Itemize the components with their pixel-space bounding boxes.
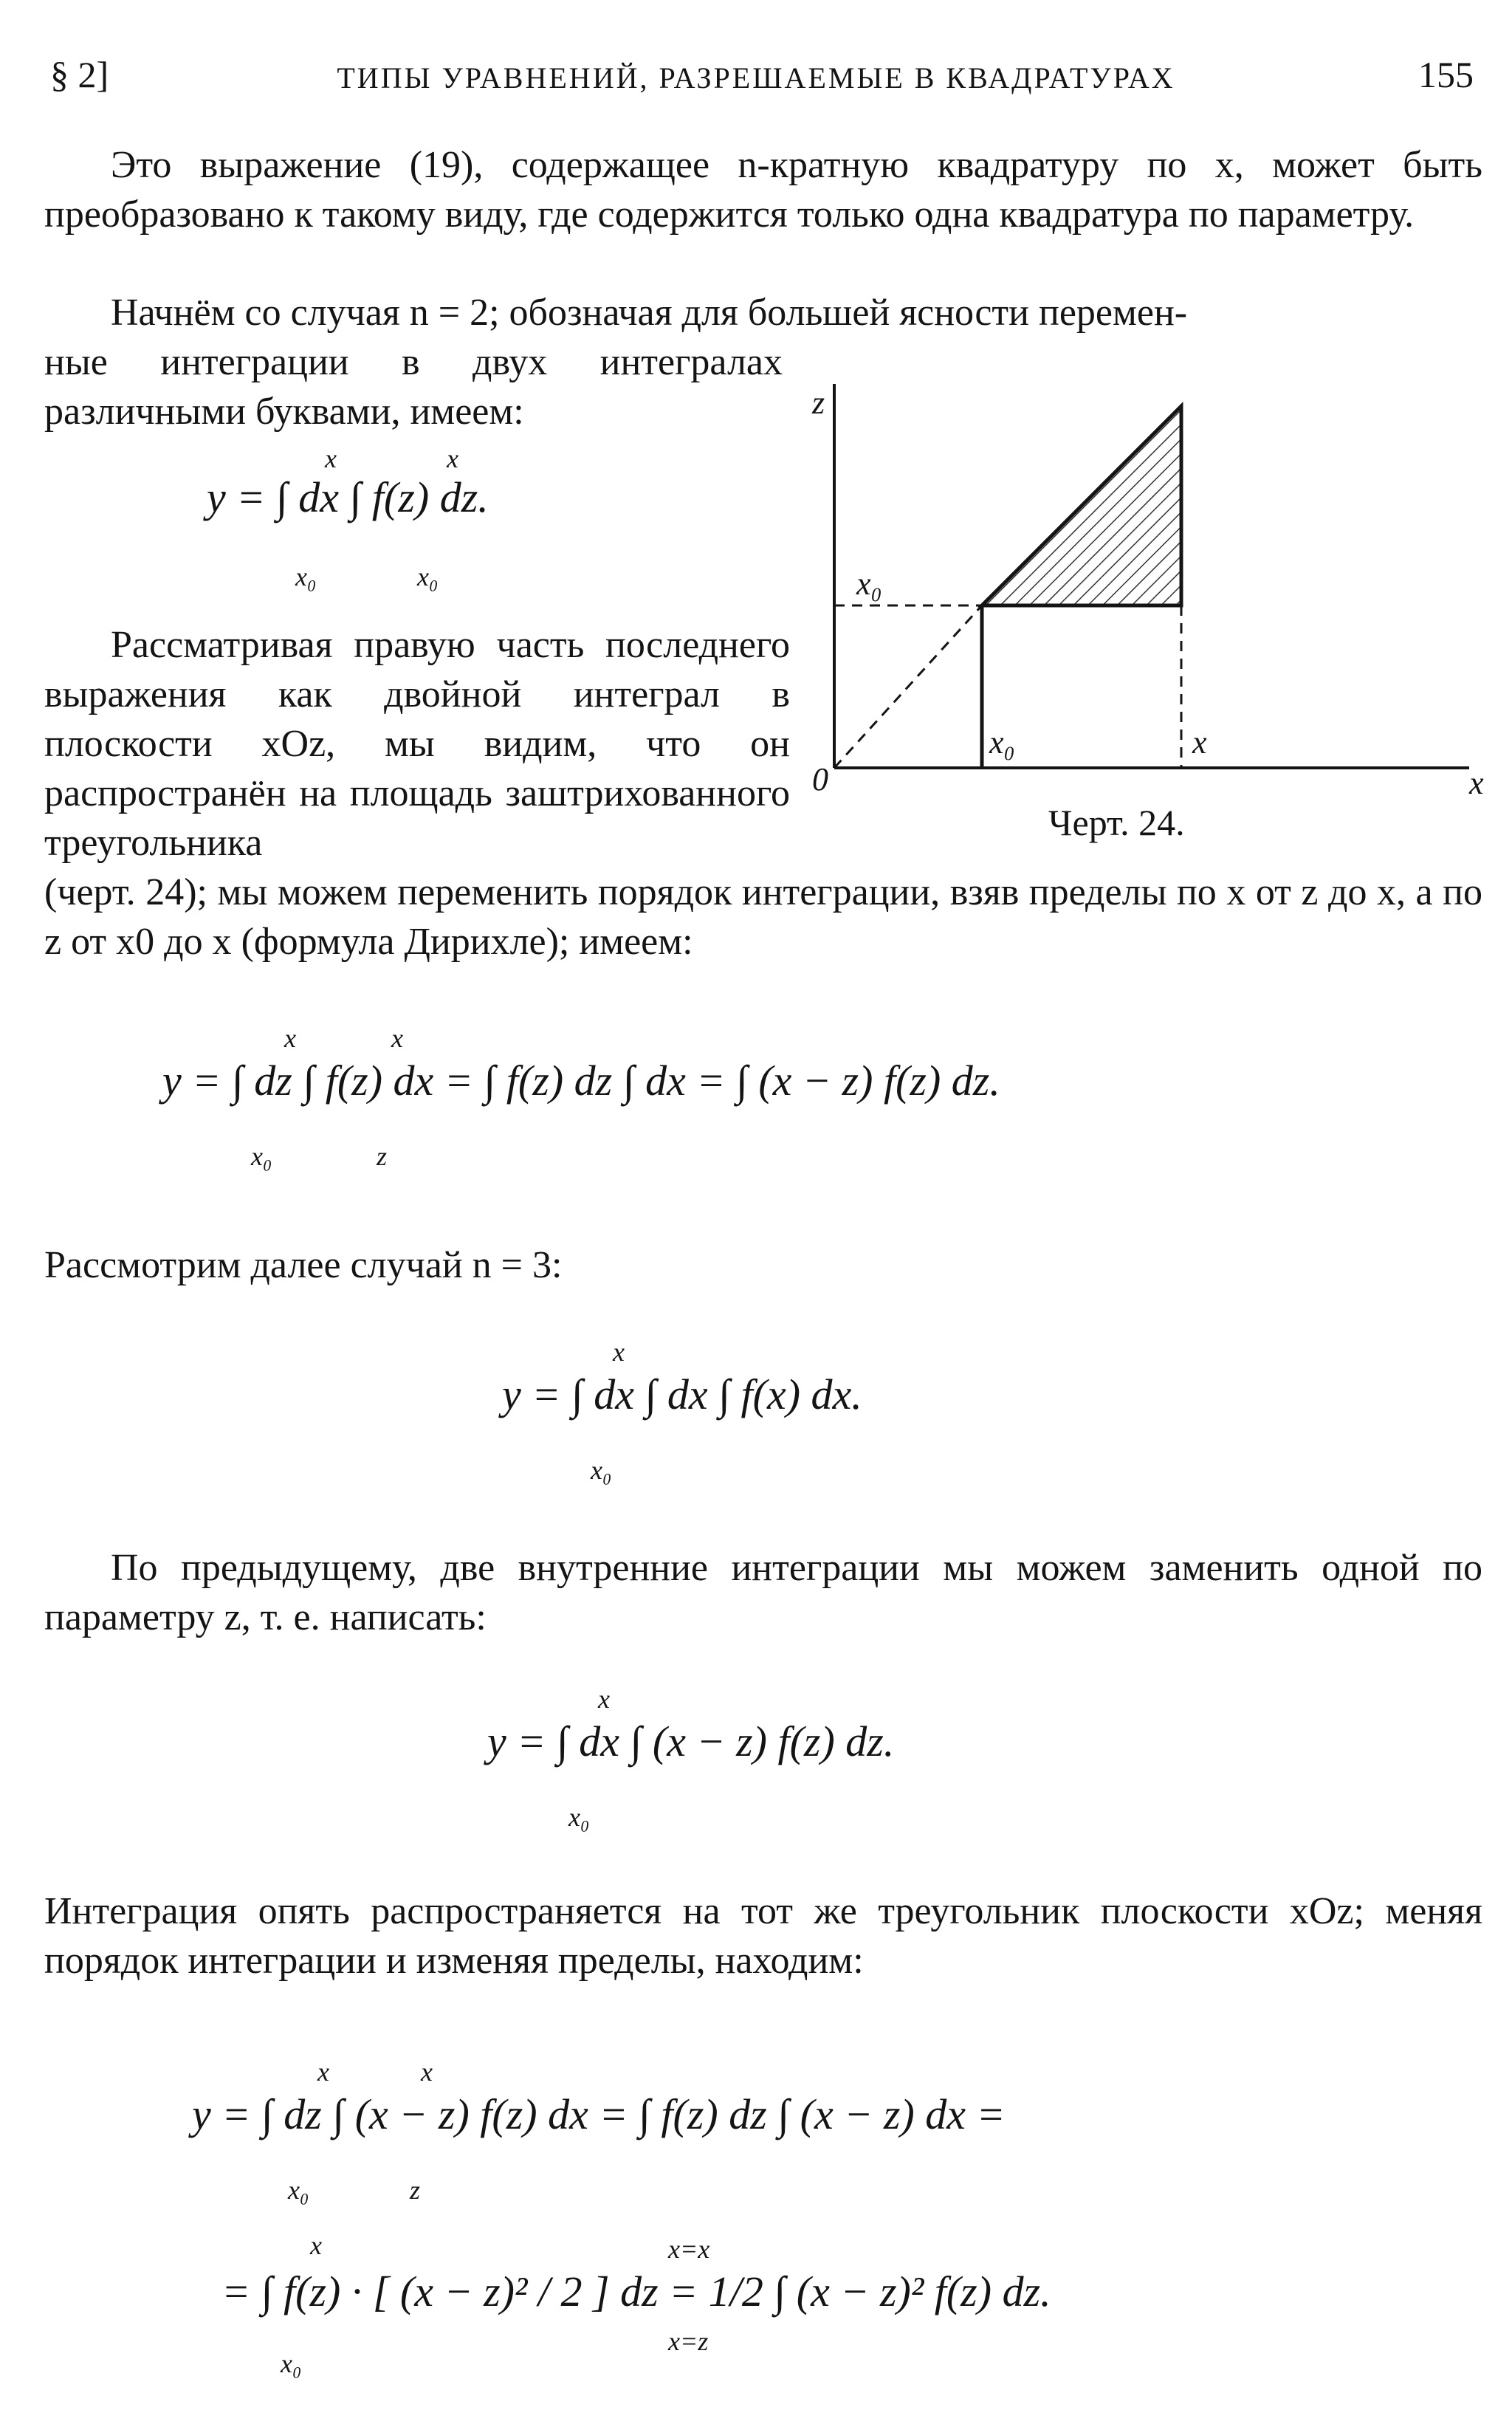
page-number: 155 bbox=[1418, 54, 1474, 95]
label-origin: 0 bbox=[812, 761, 828, 797]
paragraph-3-beside-figure: Рассматривая правую часть последнего выражения как двойной интеграл в плоскости xOz, мы видим, что он распространён на площадь заштрихованного треугольника bbox=[44, 624, 790, 864]
equation-4 bbox=[487, 1717, 894, 1766]
label-x0-vertical: x₀ bbox=[989, 724, 1015, 760]
label-x-axis: x bbox=[1469, 765, 1484, 801]
bracket-lower-limit: x=z bbox=[668, 2327, 709, 2356]
eq6-lower-1: x₀ bbox=[281, 2349, 302, 2378]
paragraph-3-rest: (черт. 24); мы можем переменить порядок интеграции, взяв пределы по x от z до x, а по z от x0 до x (формула Дирихле); имеем: bbox=[44, 871, 1482, 963]
equation-5-text: y = ∫ dz ∫ (x − z) f(z) dx = ∫ f(z) dz ∫ (x − z) dx = bbox=[192, 2090, 1006, 2138]
diagonal-dashed bbox=[834, 605, 982, 768]
section-marker: § 2] bbox=[50, 54, 109, 95]
equation-1-text: y = ∫ dx ∫ f(z) dz. bbox=[207, 473, 489, 521]
paragraph-2-line-1: Начнём со случая n = 2; обозначая для большей ясности перемен- bbox=[111, 292, 1188, 334]
paragraph-6: Интеграция опять распространяется на тот же треугольник плоскости xOz; меняя порядок интеграции и изменяя пределы, находим: bbox=[44, 1890, 1482, 1982]
eq1-lower-limit-2: x₀ bbox=[417, 562, 439, 591]
bracket-upper-limit: x=x bbox=[668, 2234, 710, 2264]
eq5-upper-1: x bbox=[317, 2057, 329, 2087]
eq3-upper-1: x bbox=[613, 1337, 625, 1367]
paragraph-5: По предыдущему, две внутренние интеграции мы можем заменить одной по параметру z, т. е. написать: bbox=[44, 1547, 1482, 1638]
label-z-axis: z bbox=[812, 385, 825, 421]
eq5-lower-2: z bbox=[410, 2175, 421, 2205]
eq2-lower-2: z bbox=[377, 1141, 388, 1171]
equation-6 bbox=[221, 2267, 1051, 2316]
hatched-triangle bbox=[982, 406, 1181, 605]
eq1-upper-limit-2: x bbox=[447, 444, 458, 473]
running-title: ТИПЫ УРАВНЕНИЙ, РАЗРЕШАЕМЫЕ В КВАДРАТУРАХ bbox=[337, 61, 1175, 95]
eq5-lower-1: x₀ bbox=[288, 2175, 309, 2205]
equation-5 bbox=[192, 2090, 1006, 2139]
equation-1 bbox=[207, 473, 489, 522]
label-x0-horizontal: x₀ bbox=[856, 566, 882, 602]
figure-caption: Черт. 24. bbox=[1048, 802, 1185, 843]
eq1-upper-limit-1: x bbox=[325, 444, 337, 473]
equation-4-text: y = ∫ dx ∫ (x − z) f(z) dz. bbox=[487, 1717, 895, 1765]
eq6-upper-1: x bbox=[310, 2231, 322, 2260]
eq2-upper-1: x bbox=[284, 1023, 296, 1053]
label-x-mark: x bbox=[1192, 724, 1207, 760]
paragraph-4: Рассмотрим далее случай n = 3: bbox=[44, 1244, 563, 1286]
eq2-upper-2: x bbox=[391, 1023, 403, 1053]
eq2-lower-1: x₀ bbox=[251, 1141, 272, 1171]
eq3-lower-1: x₀ bbox=[591, 1455, 612, 1485]
equation-3-text: y = ∫ dx ∫ dx ∫ f(x) dx. bbox=[502, 1370, 862, 1418]
eq1-lower-limit-1: x₀ bbox=[295, 562, 317, 591]
paragraph-2-rest: ные интеграции в двух интегралах различными буквами, имеем: bbox=[44, 341, 783, 433]
eq4-lower-1: x₀ bbox=[568, 1802, 590, 1832]
equation-3 bbox=[502, 1370, 862, 1419]
equation-2 bbox=[162, 1056, 1000, 1105]
paragraph-1: Это выражение (19), содержащее n-кратную квадратуру по x, может быть преобразовано к такому виду, где содержится только одна квадратура по параметру. bbox=[44, 144, 1482, 236]
equation-2-text: y = ∫ dz ∫ f(z) dx = ∫ f(z) dz ∫ dx = ∫ (x − z) f(z) dz. bbox=[162, 1057, 1000, 1105]
eq4-upper-1: x bbox=[598, 1684, 610, 1714]
figure-24-diagram bbox=[783, 369, 1491, 842]
eq5-upper-2: x bbox=[421, 2057, 433, 2087]
equation-6-text: = ∫ f(z) · [ (x − z)² / 2 ] dz = 1/2 ∫ (x − z)² f(z) dz. bbox=[221, 2267, 1051, 2315]
